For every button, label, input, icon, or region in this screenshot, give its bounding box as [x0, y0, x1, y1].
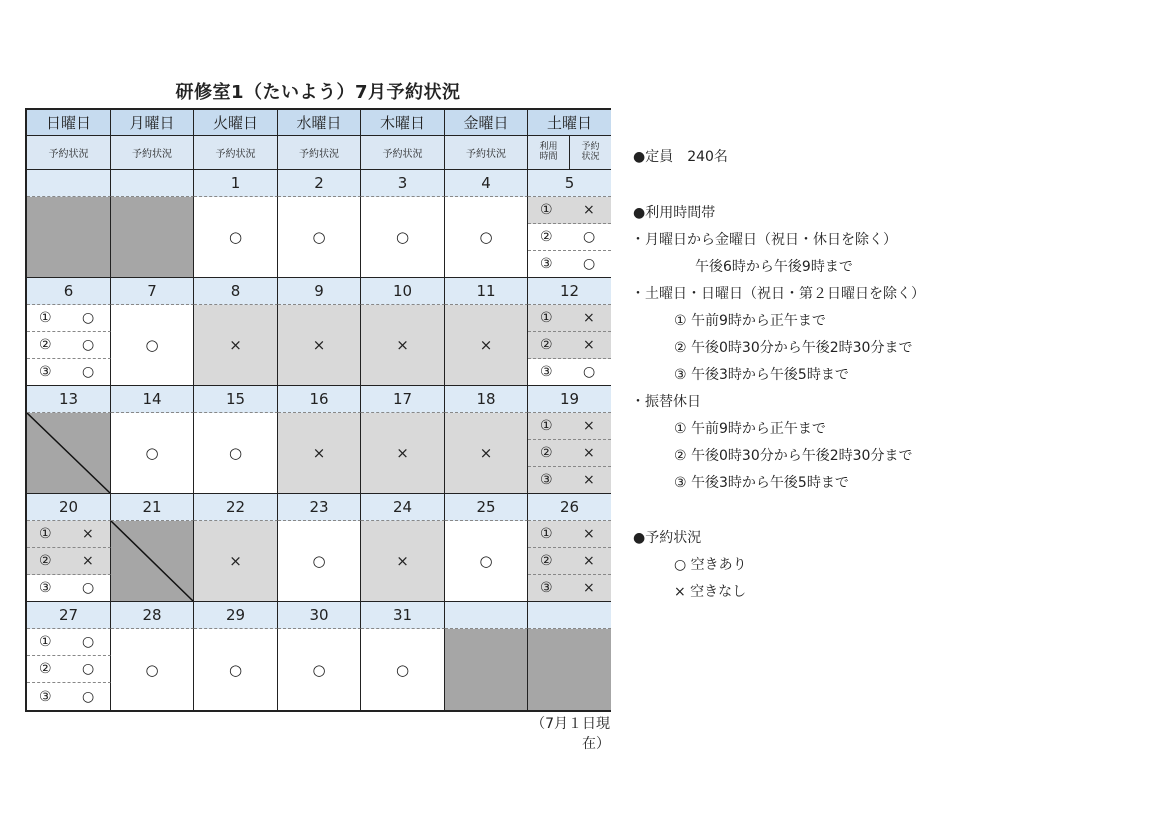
slot-row: ③ ○ — [27, 683, 111, 710]
closed-cell — [27, 413, 111, 494]
date-cell — [528, 602, 611, 629]
capacity-text: ●定員 240名 — [633, 149, 728, 165]
date-cell: 24 — [361, 494, 445, 521]
date-cell: 2 — [278, 170, 361, 197]
status-cell: ○ — [361, 629, 445, 710]
date-cell: 23 — [278, 494, 361, 521]
date-cell: 25 — [445, 494, 528, 521]
subheader-status: 予約状況 — [445, 136, 528, 170]
slot-row: ③ ○ — [528, 359, 611, 386]
slot-row: ① × — [528, 305, 611, 332]
date-cell: 21 — [111, 494, 194, 521]
status-cell: ○ — [111, 413, 194, 494]
status-cell: × — [278, 305, 361, 386]
weekday-time: 午後6時から午後9時まで — [695, 259, 853, 275]
status-cell: × — [445, 305, 528, 386]
date-cell: 30 — [278, 602, 361, 629]
date-cell: 1 — [194, 170, 278, 197]
diagonal-strike-icon — [27, 413, 111, 494]
page-title: 研修室1（たいよう）7月予約状況 — [175, 82, 461, 103]
status-cell: ○ — [194, 413, 278, 494]
date-cell: 5 — [528, 170, 611, 197]
holiday-slot-1: ① 午前9時から正午まで — [674, 421, 826, 437]
slot-row: ② ○ — [528, 224, 611, 251]
date-cell: 18 — [445, 386, 528, 413]
legend-open: ○ 空きあり — [674, 557, 747, 573]
status-cell: ○ — [111, 305, 194, 386]
status-cell: × — [361, 413, 445, 494]
status-cell: ○ — [445, 521, 528, 602]
weekday-sat: 土曜日 — [528, 110, 611, 136]
status-cell: × — [445, 413, 528, 494]
slot-row: ① ○ — [27, 629, 111, 656]
slot-row: ③ ○ — [27, 575, 111, 602]
subheader-status: 予約状況 — [27, 136, 111, 170]
date-cell: 14 — [111, 386, 194, 413]
date-cell: 8 — [194, 278, 278, 305]
weekday-thu: 木曜日 — [361, 110, 445, 136]
date-cell: 10 — [361, 278, 445, 305]
date-cell: 16 — [278, 386, 361, 413]
slot-row: ① ○ — [27, 305, 111, 332]
date-cell: 7 — [111, 278, 194, 305]
unavailable-cell — [27, 197, 111, 278]
subheader-time: 利用 時間 — [528, 136, 570, 170]
status-cell: ○ — [194, 197, 278, 278]
weekend-slot-1: ① 午前9時から正午まで — [674, 313, 826, 329]
date-cell: 26 — [528, 494, 611, 521]
unavailable-cell — [111, 197, 194, 278]
subheader-status: 予約状況 — [278, 136, 361, 170]
date-cell: 9 — [278, 278, 361, 305]
date-cell: 29 — [194, 602, 278, 629]
holiday-slot-2: ② 午後0時30分から午後2時30分まで — [674, 448, 913, 464]
slot-row: ② × — [528, 332, 611, 359]
slot-row: ② ○ — [27, 656, 111, 683]
subheader-status: 予約状況 — [361, 136, 445, 170]
status-cell: ○ — [194, 629, 278, 710]
date-cell: 17 — [361, 386, 445, 413]
reservation-calendar — [25, 108, 611, 712]
weekday-mon: 月曜日 — [111, 110, 194, 136]
date-cell — [445, 602, 528, 629]
slot-row: ① × — [27, 521, 111, 548]
holiday-rule: ・振替休日 — [631, 394, 701, 410]
date-cell: 11 — [445, 278, 528, 305]
slot-row: ① × — [528, 521, 611, 548]
unavailable-cell — [445, 629, 528, 710]
date-cell: 19 — [528, 386, 611, 413]
weekend-slot-2: ② 午後0時30分から午後2時30分まで — [674, 340, 913, 356]
status-cell: ○ — [278, 629, 361, 710]
closed-cell — [111, 521, 194, 602]
date-cell: 12 — [528, 278, 611, 305]
weekday-sun: 日曜日 — [27, 110, 111, 136]
weekday-fri: 金曜日 — [445, 110, 528, 136]
date-cell: 4 — [445, 170, 528, 197]
date-cell: 6 — [27, 278, 111, 305]
as-of-note: （7月１日現在） — [531, 716, 610, 752]
status-cell: × — [278, 413, 361, 494]
date-cell: 15 — [194, 386, 278, 413]
weekend-rule: ・土曜日・日曜日（祝日・第２日曜日を除く） — [631, 286, 925, 302]
unavailable-cell — [528, 629, 611, 710]
status-cell: ○ — [111, 629, 194, 710]
slot-row: ① × — [528, 197, 611, 224]
hours-heading: ●利用時間帯 — [633, 205, 716, 221]
status-cell: × — [194, 305, 278, 386]
slot-row: ③ ○ — [528, 251, 611, 278]
weekday-tue: 火曜日 — [194, 110, 278, 136]
legend-full: × 空きなし — [674, 584, 747, 600]
status-cell: × — [194, 521, 278, 602]
slot-row: ② ○ — [27, 332, 111, 359]
weekday-wed: 水曜日 — [278, 110, 361, 136]
slot-row: ② × — [528, 548, 611, 575]
date-cell: 3 — [361, 170, 445, 197]
slot-row: ② × — [27, 548, 111, 575]
diagonal-strike-icon — [111, 521, 194, 602]
date-cell: 20 — [27, 494, 111, 521]
status-cell: ○ — [278, 521, 361, 602]
status-heading: ●予約状況 — [633, 530, 702, 546]
slot-row: ③ × — [528, 467, 611, 494]
subheader-status: 予約状況 — [194, 136, 278, 170]
weekday-rule: ・月曜日から金曜日（祝日・休日を除く） — [631, 232, 897, 248]
date-cell: 28 — [111, 602, 194, 629]
status-cell: × — [361, 305, 445, 386]
status-cell: ○ — [278, 197, 361, 278]
subheader-status: 予約状況 — [111, 136, 194, 170]
date-cell — [111, 170, 194, 197]
holiday-slot-3: ③ 午後3時から午後5時まで — [674, 475, 849, 491]
slot-row: ① × — [528, 413, 611, 440]
date-cell: 22 — [194, 494, 278, 521]
slot-row: ③ ○ — [27, 359, 111, 386]
date-cell: 13 — [27, 386, 111, 413]
slot-row: ③ × — [528, 575, 611, 602]
date-cell — [27, 170, 111, 197]
slot-row: ② × — [528, 440, 611, 467]
status-cell: ○ — [445, 197, 528, 278]
status-cell: ○ — [361, 197, 445, 278]
date-cell: 31 — [361, 602, 445, 629]
weekend-slot-3: ③ 午後3時から午後5時まで — [674, 367, 849, 383]
date-cell: 27 — [27, 602, 111, 629]
status-cell: × — [361, 521, 445, 602]
subheader-sat-status: 予約 状況 — [570, 136, 611, 170]
